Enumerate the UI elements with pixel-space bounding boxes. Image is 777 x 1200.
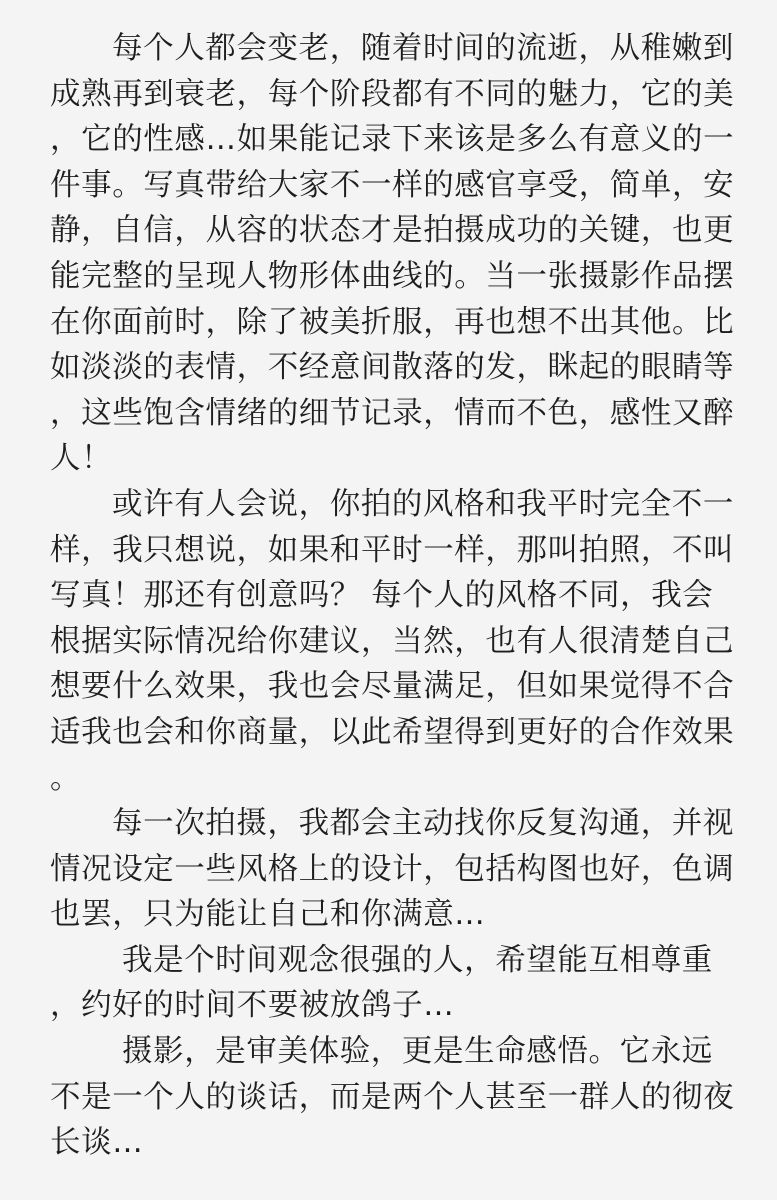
paragraph-4: 我是个时间观念很强的人，希望能互相尊重，约好的时间不要被放鸽子… <box>50 942 713 1024</box>
paragraph-5: 摄影，是审美体验，更是生命感悟。它永远不是一个人的谈话，而是两个人甚至一群人的彻夜长谈… <box>50 1034 735 1161</box>
paragraph-1: 每个人都会变老，随着时间的流逝，从稚嫩到成熟再到衰老，每个阶段都有不同的魅力，它的美，它的性感…如果能记录下来该是多么有意义的一件事。写真带给大家不一样的感官享受，简单，安静，自信，从容的状态才是拍摄成功的关键，也更能完整的呈现人物形体曲线的。当一张摄影作品摆在你面前时，除了被美折服，再也想不出其他。比如淡淡的表情，不经意间散落的发，眯起的眼睛等，这些饱含情绪的细节记录，情而不色，感性又醉人！ <box>50 31 735 477</box>
paragraph-2: 或许有人会说，你拍的风格和我平时完全不一样，我只想说，如果和平时一样，那叫拍照，不叫写真！那还有创意吗？ 每个人的风格不同，我会根据实际情况给你建议，当然，也有人很清楚自己想要什么效果，我也会尽量满足，但如果觉得不合适我也会和你商量，以此希望得到更好的合作效果。 <box>50 486 735 796</box>
paragraph-3: 每一次拍摄，我都会主动找你反复沟通，并视情况设定一些风格上的设计，包括构图也好，色调也罢，只为能让自己和你满意… <box>50 806 735 933</box>
